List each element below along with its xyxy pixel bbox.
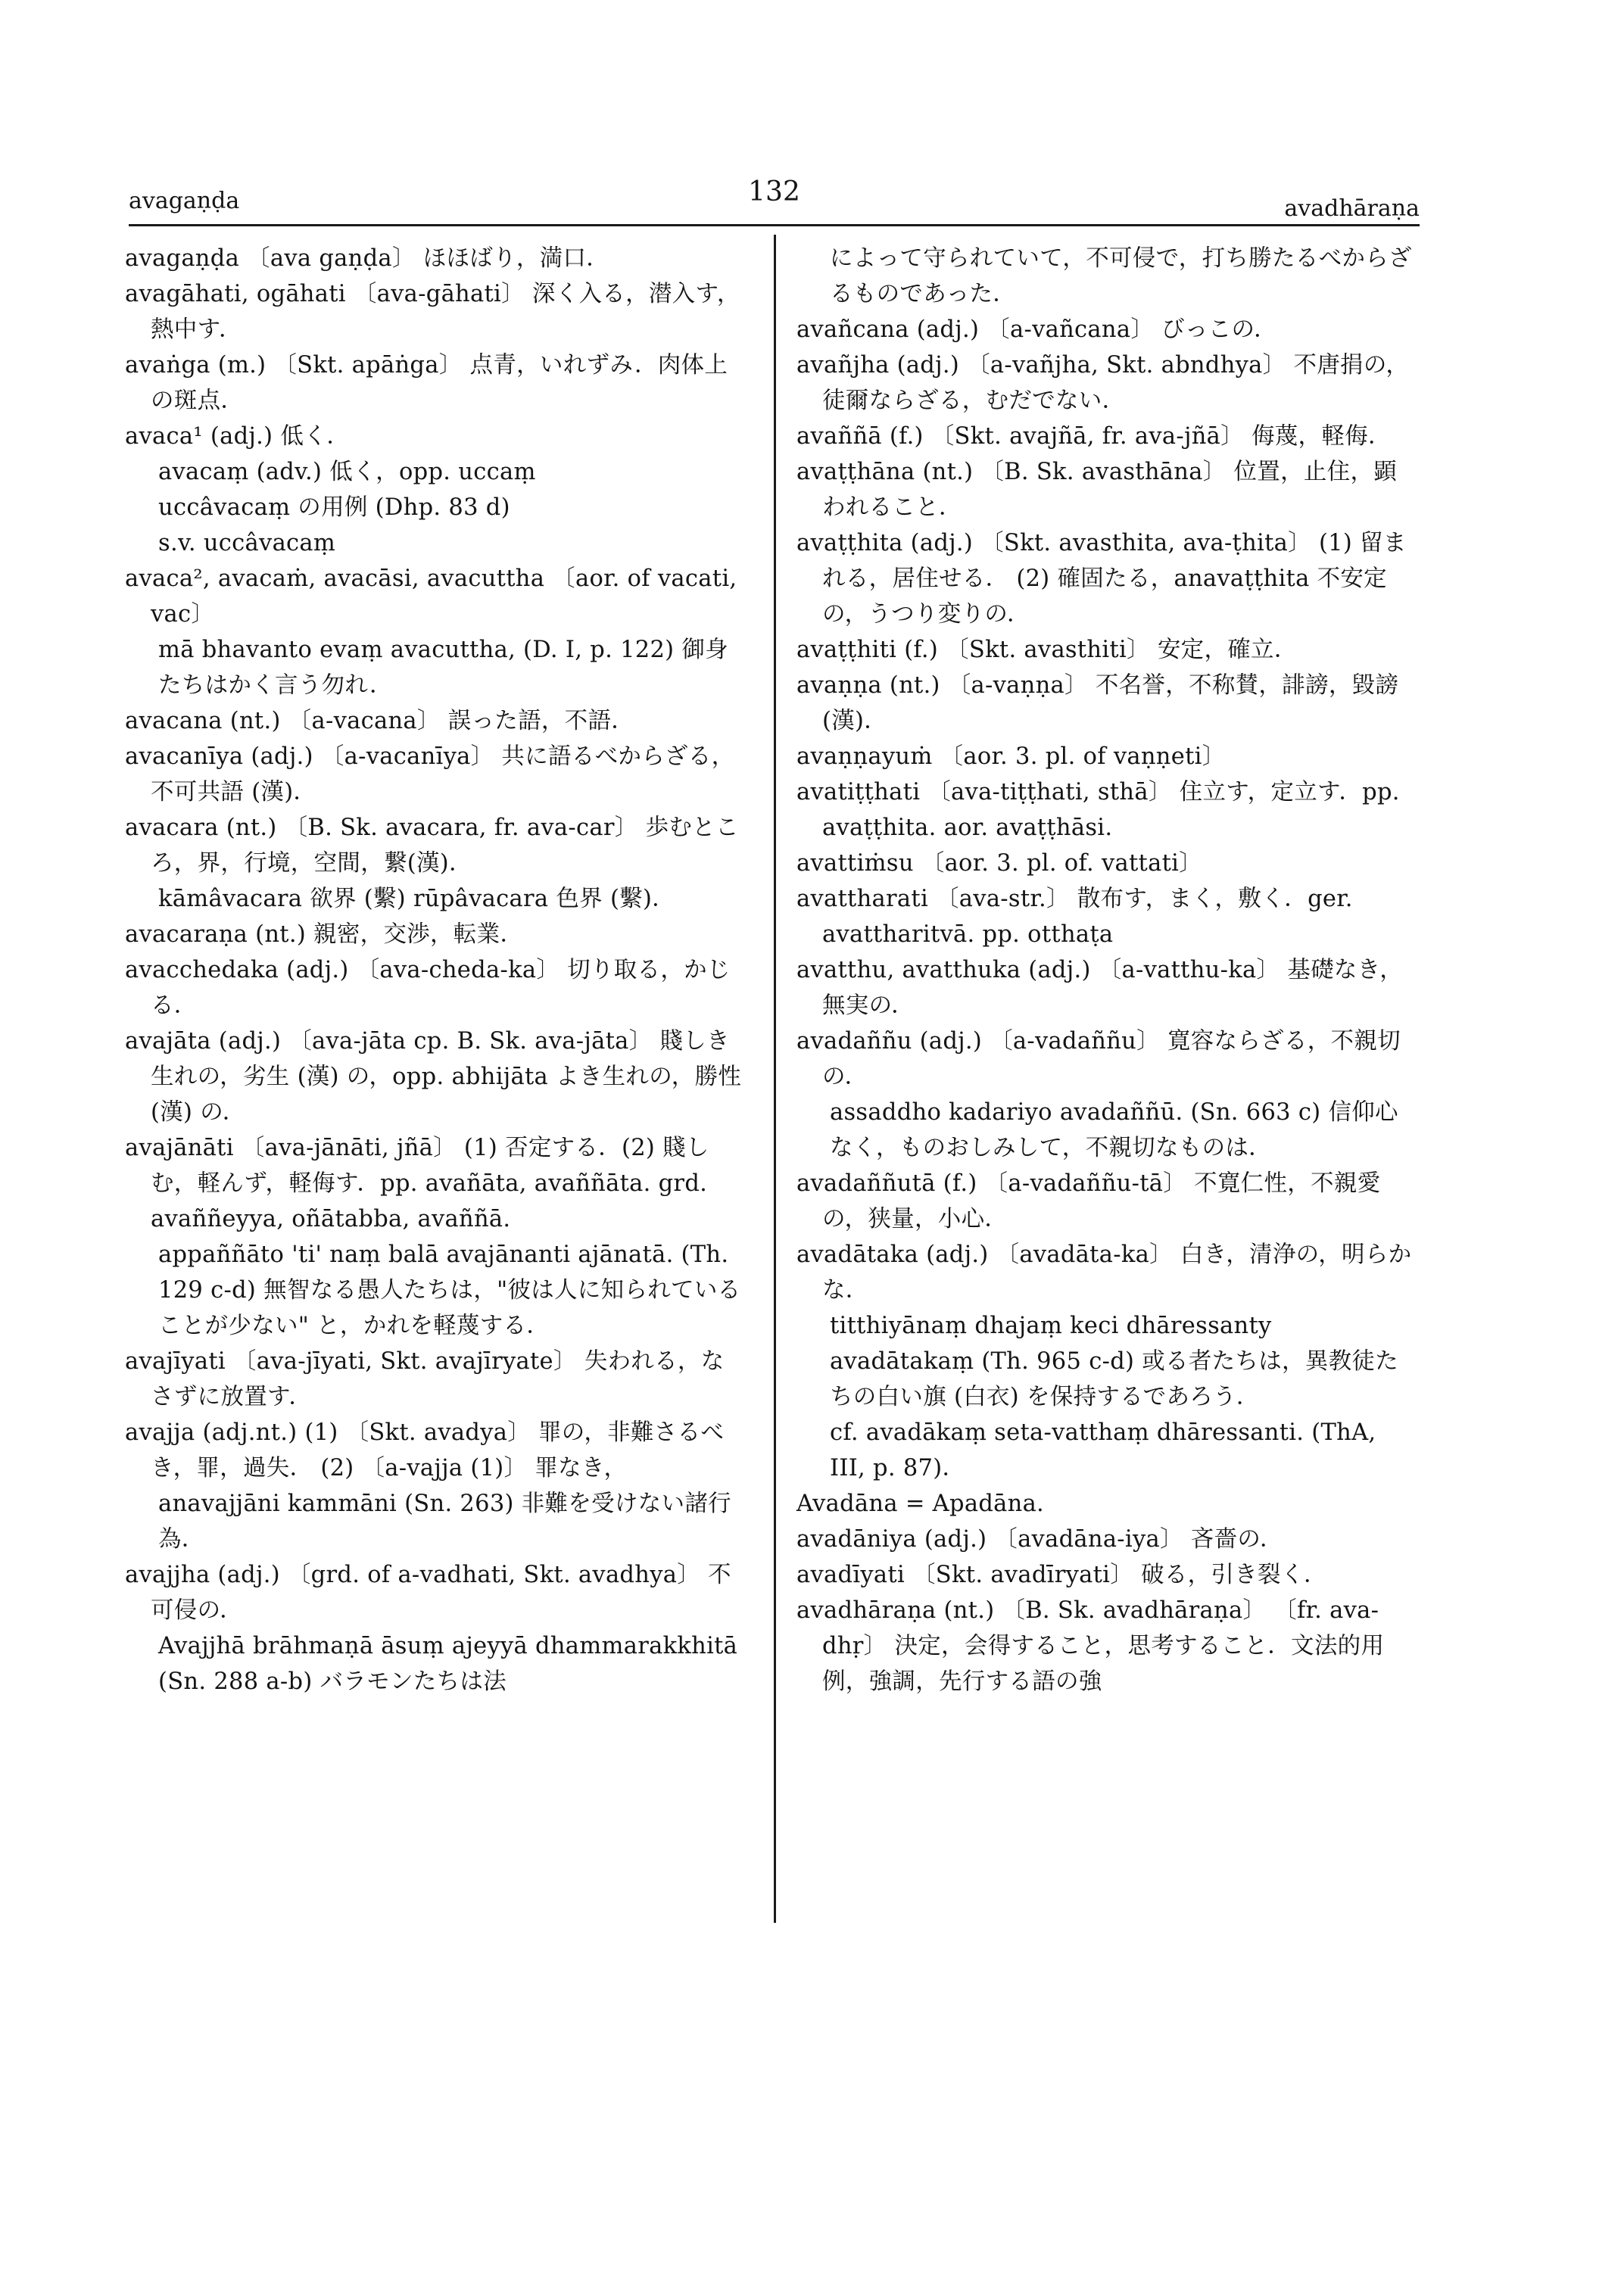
dictionary-entry: Avadāna = Apadāna. <box>796 1491 1045 1517</box>
dictionary-entry: avadīyati 〔Skt. avadīryati〕 破る，引き裂く． <box>796 1562 1327 1588</box>
column-divider <box>774 235 776 1923</box>
dictionary-entry: avajja (adj.nt.) (1) 〔Skt. avadya〕 罪の，非難さるべき，罪，過失． (2) 〔a-vajja (1)〕 罪なき， <box>125 1419 725 1481</box>
dictionary-entry: avaṭṭhita (adj.) 〔Skt. avasthita, ava-ṭhita〕 (1) 留まれる，居住せる． (2) 確固たる，anavaṭṭhita 不安定の，うつり変りの． <box>796 530 1407 628</box>
entry-example: assaddho kadariyo avadaññū. (Sn. 663 c) 信仰心なく，ものおしみして，不親切なものは． <box>830 1099 1398 1161</box>
dictionary-entry: avaṭṭhiti (f.) 〔Skt. avasthiti〕 安定，確立． <box>796 637 1298 663</box>
entry-example: appaññāto 'ti' naṃ balā avajānanti ajānatā. (Th. 129 c-d) 無智なる愚人たちは，"彼は人に知られていることが少ない" と，かれを軽蔑する． <box>158 1242 741 1339</box>
dictionary-entry: avaṇṇa (nt.) 〔a-vaṇṇa〕 不名誉，不称賛，誹謗，毀謗 (漢)． <box>796 672 1399 734</box>
dictionary-entry: avajānāti 〔ava-jānāti, jñā〕 (1) 否定する．(2) 賤しむ，軽んず，軽侮す．pp. avañāta, avaññāta. grd. avaññeyya, oñātabba, avaññā. <box>125 1135 709 1232</box>
header-rule <box>129 224 1420 226</box>
entry-example: Avajjhā brāhmaṇā āsuṃ ajeyyā dhammarakkhitā (Sn. 288 a-b) バラモンたちは法 <box>158 1633 738 1695</box>
header-left-guide-word: avagaṇḍa <box>129 188 240 214</box>
entry-example: mā bhavanto evaṃ avacuttha, (D. I, p. 122) 御身たちはかく言う勿れ． <box>158 637 728 699</box>
dictionary-entry: avaca², avacaṁ, avacāsi, avacuttha 〔aor. of vacati, vac〕 <box>125 565 737 628</box>
dictionary-entry: avacchedaka (adj.) 〔ava-cheda-ka〕 切り取る，かじる． <box>125 957 731 1019</box>
dictionary-entry: avattiṁsu 〔aor. 3. pl. of. vattati〕 <box>796 850 1202 877</box>
entry-example: avacaṃ (adv.) 低く，opp. uccaṃ <box>158 459 536 485</box>
dictionary-entry: avadāniya (adj.) 〔avadāna-iya〕 吝嗇の． <box>796 1526 1283 1553</box>
dictionary-entry: avaṅga (m.) 〔Skt. apāṅga〕 点青，いれずみ．肉体上の斑点． <box>125 352 728 414</box>
dictionary-entry: avacana (nt.) 〔a-vacana〕 誤った語，不語． <box>125 708 635 734</box>
entry-example: anavajjāni kammāni (Sn. 263) 非難を受けない諸行為． <box>158 1491 731 1553</box>
dictionary-entry: avagāhati, ogāhati 〔ava-gāhati〕 深く入る，潜入す，熱中す． <box>125 281 740 343</box>
entry-example: s.v. uccâvacaṃ <box>158 530 336 556</box>
entry-example: cf. avadākaṃ seta-vatthaṃ dhāressanti. (ThA, III, p. 87)． <box>830 1419 1376 1481</box>
dictionary-entry: avaṇṇayuṁ 〔aor. 3. pl. of vaṇṇeti〕 <box>796 743 1226 770</box>
dictionary-entry: avatiṭṭhati 〔ava-tiṭṭhati, sthā〕 住立す，定立す．pp. avaṭṭhita. aor. avaṭṭhāsi. <box>796 779 1400 841</box>
dictionary-entry: avadaññu (adj.) 〔a-vadaññu〕 寛容ならざる，不親切の． <box>796 1028 1401 1090</box>
dictionary-entry: avaca¹ (adj.) 低く． <box>125 423 351 450</box>
page-number: 132 <box>748 176 800 207</box>
dictionary-entry: avaññā (f.) 〔Skt. avajñā, fr. ava-jñā〕 侮蔑，軽侮． <box>796 423 1392 450</box>
dictionary-entry: avacara (nt.) 〔B. Sk. avacara, fr. ava-car〕 歩むところ，界，行境，空間，繋(漢)． <box>125 815 739 877</box>
dictionary-entry: avañjha (adj.) 〔a-vañjha, Skt. abndhya〕 不唐捐の，徒爾ならざる，むだでない． <box>796 352 1410 414</box>
header-right-guide-word: avadhāraṇa <box>1284 195 1420 222</box>
dictionary-entry: avattharati 〔ava-str.〕 散布す，まく，敷く．ger. avattharitvā. pp. otthaṭa <box>796 886 1353 948</box>
dictionary-entry: avajīyati 〔ava-jīyati, Skt. avajīryate〕 失われる，なさずに放置す． <box>125 1348 725 1410</box>
entry-example: uccâvacaṃ の用例 (Dhp. 83 d) <box>158 494 510 521</box>
dictionary-entry: avacaraṇa (nt.) 親密，交渉，転業． <box>125 921 524 948</box>
entry-example: kāmâvacara 欲界 (繫) rūpâvacara 色界 (繫)． <box>158 886 675 912</box>
running-header <box>129 176 1420 224</box>
left-column <box>125 241 746 1699</box>
dictionary-entry: avadātaka (adj.) 〔avadāta-ka〕 白き，清浄の，明らかな． <box>796 1242 1412 1304</box>
dictionary-entry: avajjha (adj.) 〔grd. of a-vadhati, Skt. avadhya〕 不可侵の． <box>125 1562 731 1624</box>
right-column <box>796 241 1417 1699</box>
dictionary-entry: avagaṇḍa 〔ava gaṇḍa〕 ほほばり，満口． <box>125 245 610 272</box>
dictionary-entry: avatthu, avatthuka (adj.) 〔a-vatthu-ka〕 基礎なき，無実の． <box>796 957 1404 1019</box>
entry-example: titthiyānaṃ dhajaṃ keci dhāressanty avadātakaṃ (Th. 965 c-d) 或る者たちは，異教徒たちの白い旗 (白衣) を保持するであろう． <box>830 1313 1399 1410</box>
dictionary-entry: avadhāraṇa (nt.) 〔B. Sk. avadhāraṇa〕 〔fr. ava-dhṛ〕 決定，会得すること，思考すること．文法的用例，強調，先行する語の強 <box>796 1597 1385 1695</box>
entry-continuation: によって守られていて，不可侵で，打ち勝たるべからざるものであった． <box>830 245 1412 307</box>
dictionary-entry: avacanīya (adj.) 〔a-vacanīya〕 共に語るべからざる，不可共語 (漢)． <box>125 743 735 805</box>
dictionary-entry: avajāta (adj.) 〔ava-jāta cp. B. Sk. ava-jāta〕 賤しき生れの，劣生 (漢) の，opp. abhijāta よき生れの，勝性 (漢) の． <box>125 1028 742 1126</box>
dictionary-entry: avaṭṭhāna (nt.) 〔B. Sk. avasthāna〕 位置，止住，顕われること． <box>796 459 1398 521</box>
dictionary-entry: avañcana (adj.) 〔a-vañcana〕 びっこの． <box>796 316 1277 343</box>
dictionary-entry: avadaññutā (f.) 〔a-vadaññu-tā〕 不寛仁性，不親愛の，狭量，小心． <box>796 1170 1381 1232</box>
